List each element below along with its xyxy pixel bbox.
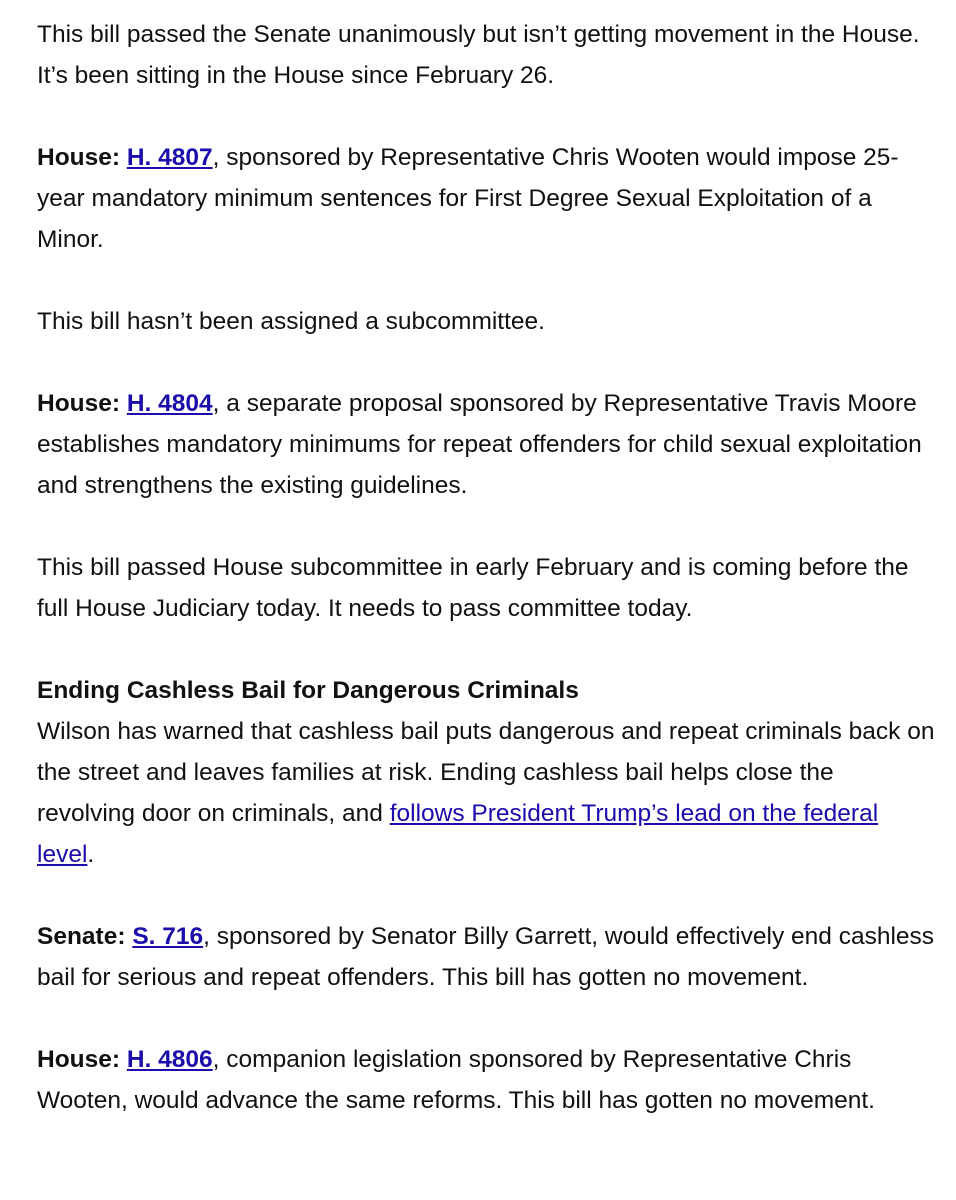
section-text: Wilson has warned that cashless bail puts dangerous and repeat criminals back on the street and leaves families at risk. Ending cashless bail helps close the revolving door on criminals, and bbox=[37, 718, 935, 827]
trump-federal-level-link[interactable]: follows President Trump’s lead on the federal level bbox=[37, 800, 879, 868]
paragraph-s716 bbox=[37, 916, 937, 998]
chamber-label: House: bbox=[37, 1046, 121, 1073]
paragraph-h4806 bbox=[37, 1039, 937, 1121]
chamber-label: House: bbox=[37, 390, 121, 417]
bill-description: , sponsored by Representative Chris Wooten would impose 25-year mandatory minimum sentences for First Degree Sexual Exploitation of a Minor. bbox=[37, 144, 899, 253]
section-tail: . bbox=[87, 841, 95, 868]
bill-link-s716[interactable]: S. 716 bbox=[132, 923, 204, 950]
chamber-label: House: bbox=[37, 144, 121, 171]
chamber-label: Senate: bbox=[37, 923, 126, 950]
bill-description: , companion legislation sponsored by Representative Chris Wooten, would advance the same reforms. This bill has gotten no movement. bbox=[37, 1046, 875, 1114]
article-body bbox=[37, 14, 937, 1121]
paragraph-judiciary-status: This bill passed House subcommittee in early February and is coming before the full House Judiciary today. It needs to pass committee today. bbox=[37, 554, 909, 622]
paragraph-h4804 bbox=[37, 383, 937, 506]
bill-description: , sponsored by Senator Billy Garrett, would effectively end cashless bail for serious and repeat offenders. This bill has gotten no movement. bbox=[37, 923, 935, 991]
paragraph-h4807 bbox=[37, 137, 937, 260]
bill-link-h4804[interactable]: H. 4804 bbox=[126, 390, 213, 417]
section-cashless-bail bbox=[37, 670, 937, 875]
paragraph-senate-status: This bill passed the Senate unanimously but isn’t getting movement in the House. It’s been sitting in the House since February 26. bbox=[37, 21, 920, 89]
paragraph-subcommittee-status: This bill hasn’t been assigned a subcommittee. bbox=[37, 308, 545, 335]
bill-link-h4806[interactable]: H. 4806 bbox=[126, 1046, 213, 1073]
bill-description: , a separate proposal sponsored by Representative Travis Moore establishes mandatory minimums for repeat offenders for child sexual exploitation and strengthens the existing guidelines. bbox=[37, 390, 922, 499]
section-heading: Ending Cashless Bail for Dangerous Criminals bbox=[37, 677, 579, 704]
bill-link-h4807[interactable]: H. 4807 bbox=[126, 144, 213, 171]
